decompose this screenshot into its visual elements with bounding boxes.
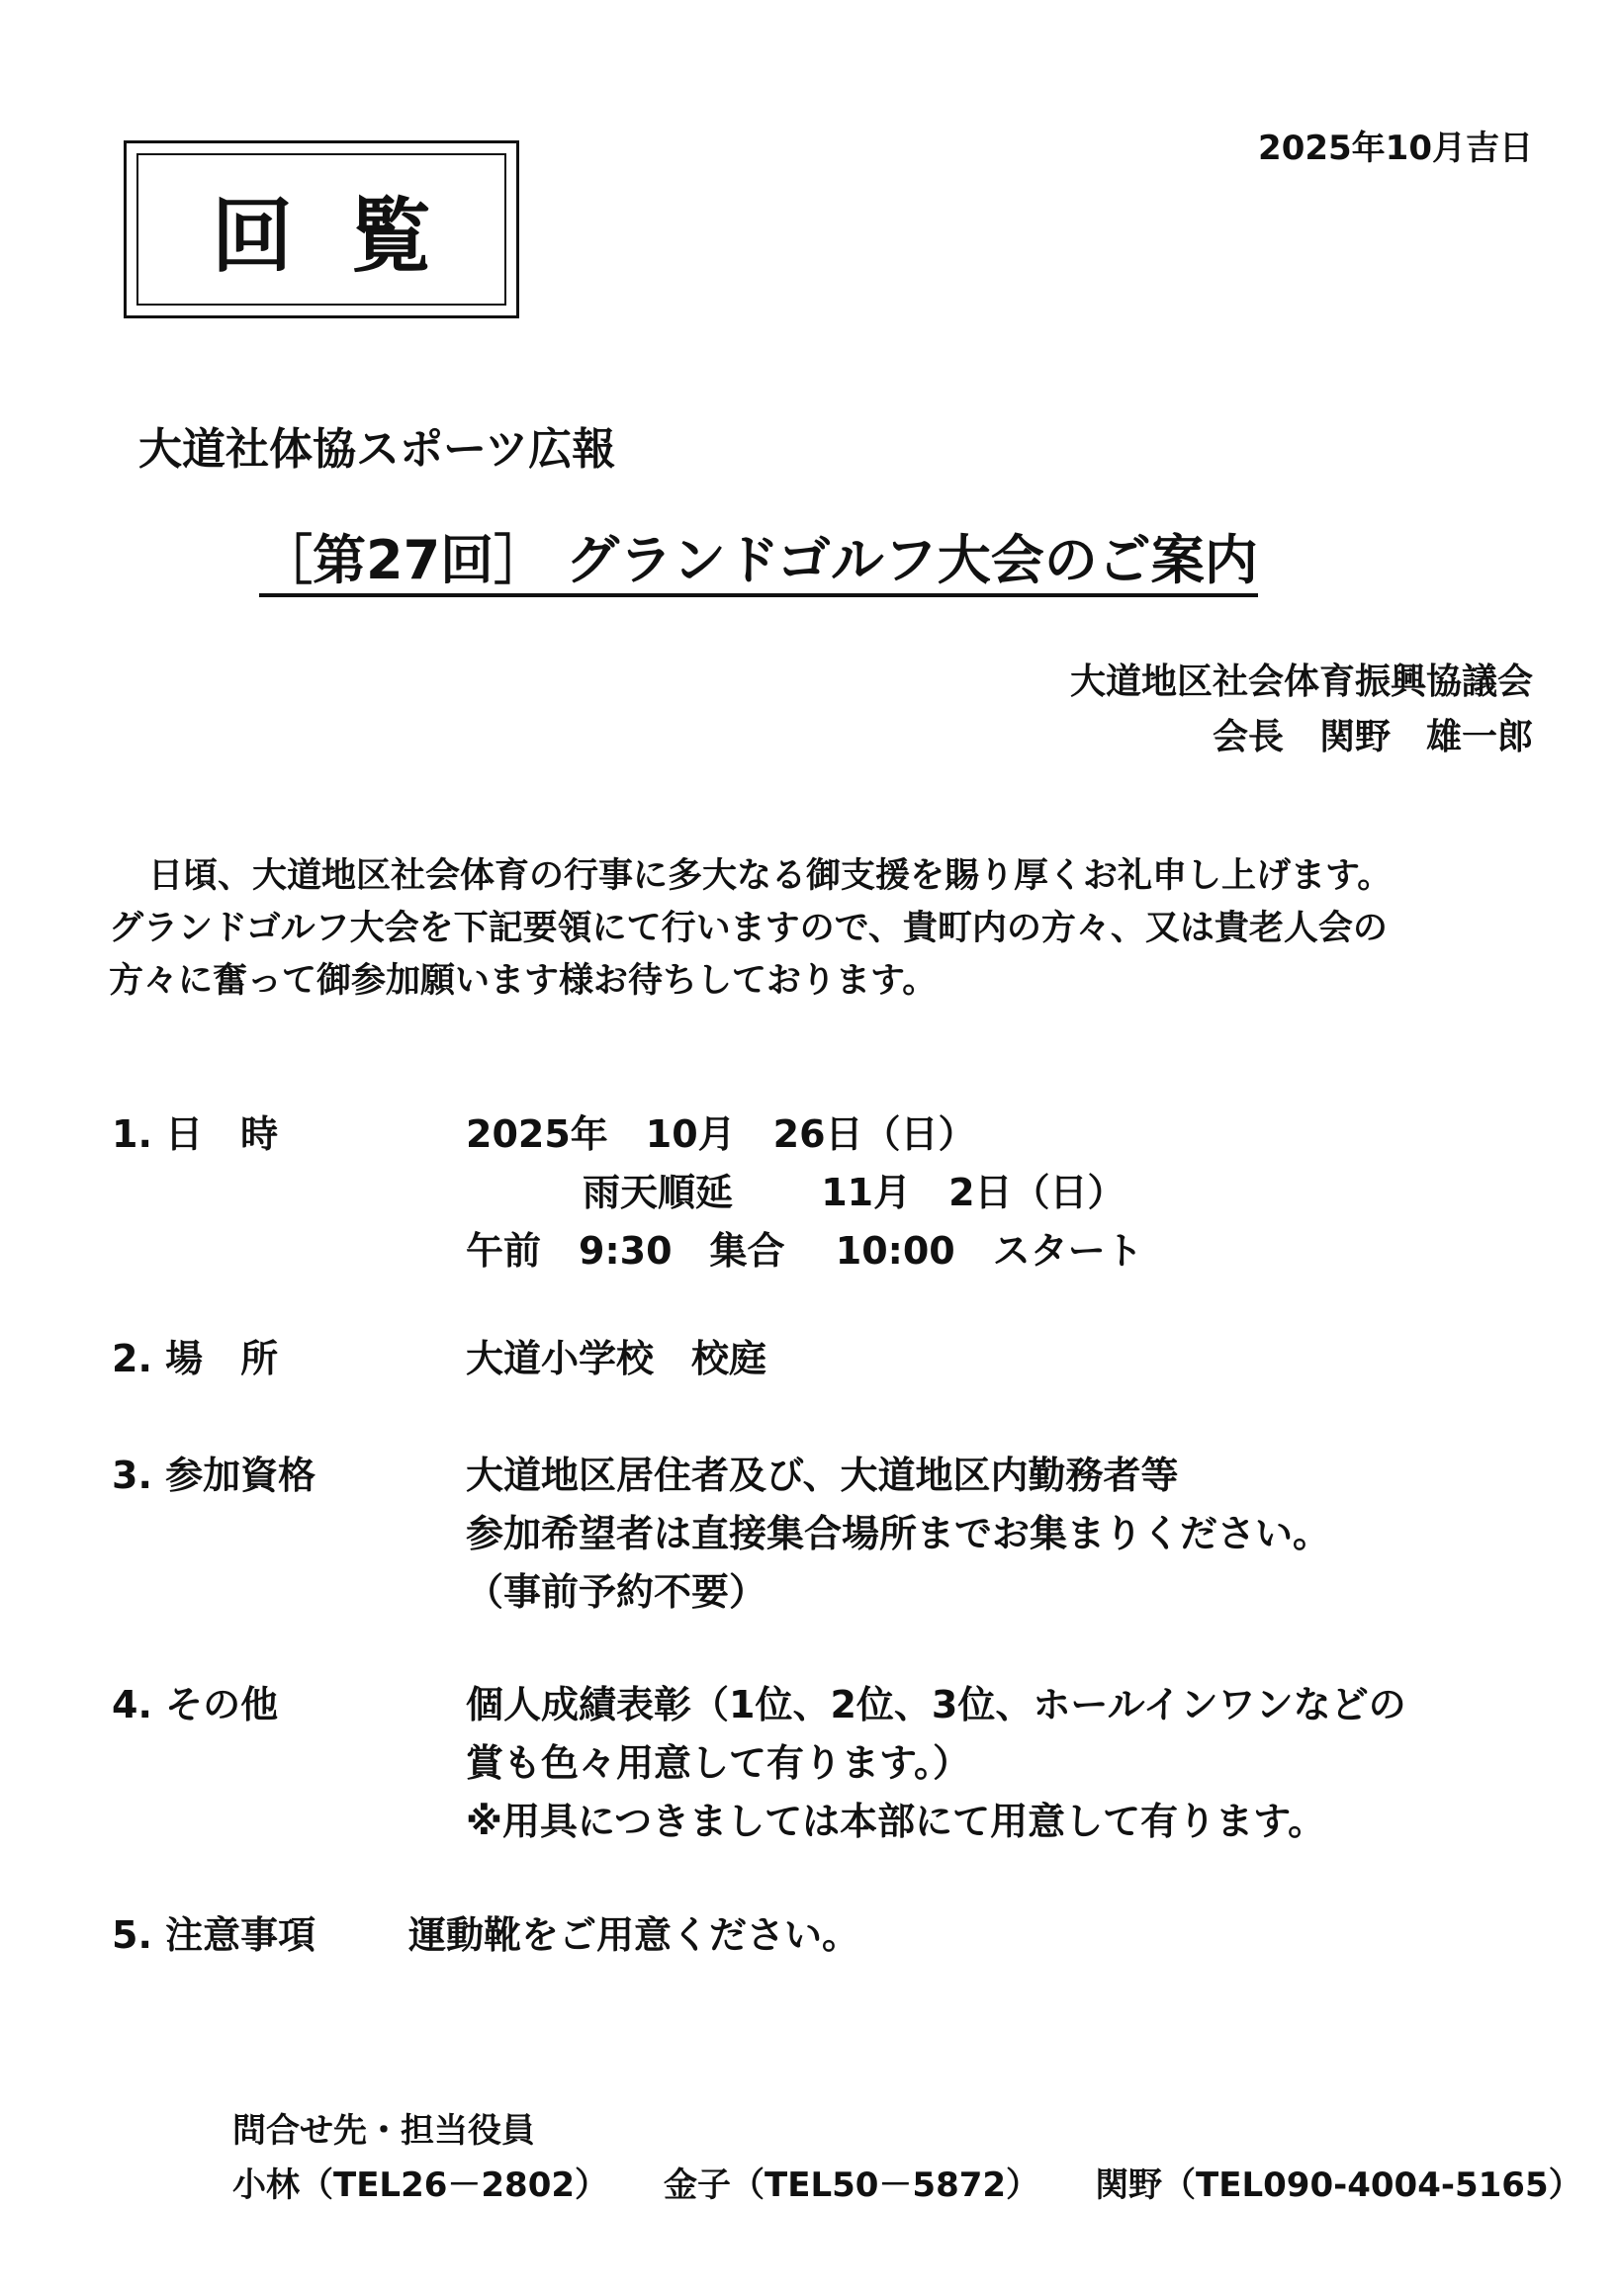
contact-person: 関野（TEL090-4004-5165） (1095, 2165, 1582, 2206)
contact-person: 金子（TEL50－5872） (664, 2165, 1040, 2206)
sender-organization: 大道地区社会体育振興協議会 (1069, 662, 1533, 702)
contact-people (232, 2159, 1582, 2213)
item-value (466, 1447, 1330, 1622)
circulation-stamp-inner-frame (136, 153, 506, 306)
sender-chair: 会長 関野 雄一郎 (1212, 716, 1533, 757)
item-value-line: 大道小学校 校庭 (466, 1337, 767, 1380)
item-value-line: （事前予約不要） (466, 1569, 767, 1614)
item-value (466, 1676, 1406, 1851)
sender-block (1070, 655, 1533, 765)
item-value-line: 賞も色々用意して有ります。） (466, 1740, 970, 1785)
item-value-line: 午前 9:30 集合 10:00 スタート (466, 1228, 1143, 1273)
intro-line: グランドゴルフ大会を下記要領にて行いますので、貴町内の方々、又は貴老人会の (109, 909, 1388, 949)
circulation-stamp-box (124, 140, 519, 318)
contact-heading: 問合せ先・担当役員 (232, 2111, 535, 2151)
item-value-line: 2025年 10月 26日（日） (466, 1112, 976, 1156)
item-label: 5. 注意事項 (112, 1913, 316, 1957)
item-value (466, 1105, 1143, 1280)
organization-line: 大道社体協スポーツ広報 (138, 424, 616, 475)
page-title: ［第27回］ グランドゴルフ大会のご案内 (259, 530, 1258, 597)
document-date: 2025年10月吉日 (1258, 129, 1533, 168)
item-label: 4. その他 (112, 1683, 279, 1726)
item-value (408, 1906, 859, 1965)
contact-person: 小林（TEL26－2802） (232, 2165, 609, 2206)
intro-line: 方々に奮って御参加願います様お待ちしております。 (109, 961, 938, 1002)
item-value-line: 運動靴をご用意ください。 (408, 1913, 860, 1957)
intro-paragraph (109, 850, 1392, 1009)
item-label: 1. 日 時 (112, 1112, 279, 1156)
item-value-line: 個人成績表彰（1位、2位、3位、ホールインワンなどの (466, 1683, 1406, 1726)
circulation-stamp-text: 回覧 (211, 189, 489, 284)
item-label: 3. 参加資格 (112, 1454, 316, 1497)
item-value-line: 雨天順延 11月 2日（日） (583, 1170, 1125, 1214)
intro-line: 日頃、大道地区社会体育の行事に多大なる御支援を賜り厚くお礼申し上げます。 (148, 856, 1393, 896)
item-value-line: ※用具につきましては本部にて用意して有ります。 (466, 1799, 1326, 1843)
item-label: 2. 場 所 (112, 1337, 279, 1380)
item-value-line: 大道地区居住者及び、大道地区内勤務者等 (466, 1454, 1179, 1497)
item-value (466, 1330, 766, 1388)
item-value-line: 参加希望者は直接集合場所までお集まりください。 (466, 1511, 1331, 1555)
contact-block (232, 2104, 1582, 2213)
